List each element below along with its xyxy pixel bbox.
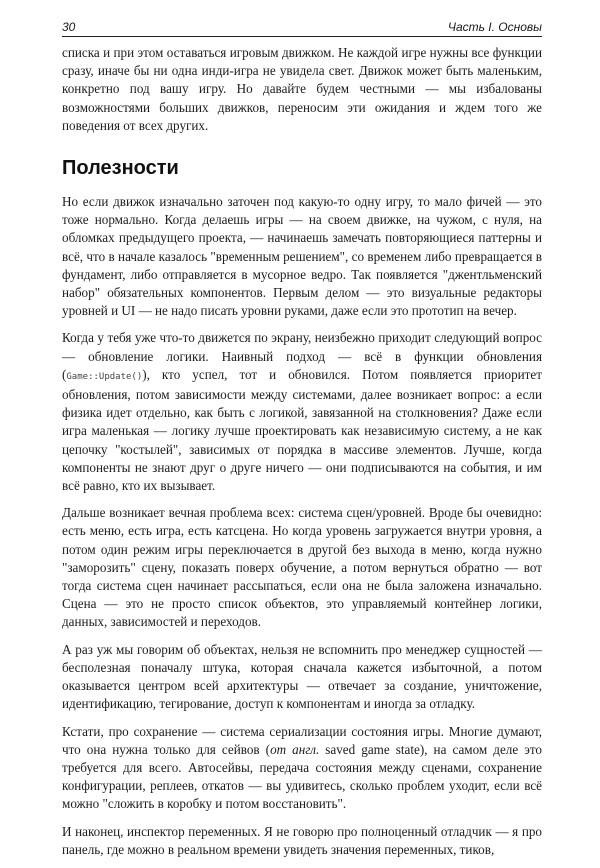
running-header (62, 18, 542, 37)
page-body (62, 44, 542, 868)
paragraph-inspector: И наконец, инспектор переменных. Я не говорю про полноценный отладчик — я про панель, где можно в реальном времени увидеть значения переменных, тиков, (62, 823, 542, 857)
paragraph-entity-manager: А раз уж мы говорим об объектах, нельзя не вспомнить про менеджер сущностей — бесполезная поначалу штука, которая сначала кажется избыточной, а потом оказывается центром всей архитектуры — отвечает за создание, уничтожение, идентификацию, тегирование, доступ к компонентам и иногда за отладку. (62, 641, 542, 712)
paragraph-continued: списка и при этом оставаться игровым движком. Не каждой игре нужны все функции сразу, иначе бы ни одна инди-игра не увидела свет. Движок может быть маленьким, конкретно под вашу игру. Но давайте будем честными — мы избалованы возможностями больших движков, переносим эти ожидания и ждем того же поведения от всех других. (62, 45, 542, 133)
inline-code: Game::Update() (66, 371, 143, 382)
italic-note: от англ. (270, 741, 320, 757)
paragraph-utilities-intro: Но если движок изначально заточен под какую-то одну игру, то мало фичей — это тоже нормально. Когда делаешь игры — на своем движке, на чужом, с нуля, на обломках предыдущего проекта, — начинаешь замечать повторяющиеся паттерны и всё, что в начале казалось "временным решением", со временем либо превращается в фундамент, либо отправляется в мусорное ведро. Так появляется "джентльменский набор" обязательных компонентов. Первым делом — это визуальные редакторы уровней и UI — не надо писать уровни руками, даже если это прототип на вечер. (62, 194, 542, 319)
paragraph-update-logic (62, 329, 542, 495)
paragraph-text: saved game state), на самом деле это требуется для всего. Автосейвы, передача состояния между сценами, сохранение конфигурации, реплеев, откатов — вы удивитесь, сколько проблем уходит, если всё можно "сложить в коробку и потом восстановить". (62, 741, 543, 812)
paragraph-scene-system: Дальше возникает вечная проблема всех: система сцен/уровней. Вроде бы очевидно: есть меню, есть игра, есть катсцена. Но когда уровень загружается внутри уровня, а потом один режим игры переключается в другой без выхода в меню, когда нужно "заморозить" сцену, показать поверх обучение, а потом вернуться обратно — вот тогда система сцен начинает рассыпаться, если она не была заложена изначально. Сцена — это не просто список объектов, это управляемый контейнер логики, данных, зависимостей и переходов. (62, 505, 542, 630)
paragraph-text: ), кто успел, тот и обновился. Потом появляется приоритет обновления, потом зависимости между системами, далее возникает вопрос: а если физика идет отдельно, как быть с логикой, завязанной на столкновения? Даже если игра маленькая — логику лучше проектировать как независимую систему, а не как цепочку "костылей", зависимых от порядка в массиве элементов. Лучше, когда компоненты не знают друг о друге ничего — они подписываются на события, и им всё равно, кто их вызывает. (62, 366, 542, 494)
paragraph-serialization (62, 723, 542, 814)
chapter-title: Часть I. Основы (447, 20, 542, 34)
section-heading: Полезности (62, 157, 179, 180)
paragraph-text: Когда у тебя уже что-то движется по экрану, неизбежно приходит следующий вопрос — обновление логики. Наивный подход — всё в функции обновления ( (62, 330, 542, 382)
paragraph-text: Кстати, про сохранение — система сериализации состояния игры. Многие думают, что она нужна только для сейвов ( (62, 723, 542, 757)
page-number: 30 (62, 20, 76, 34)
